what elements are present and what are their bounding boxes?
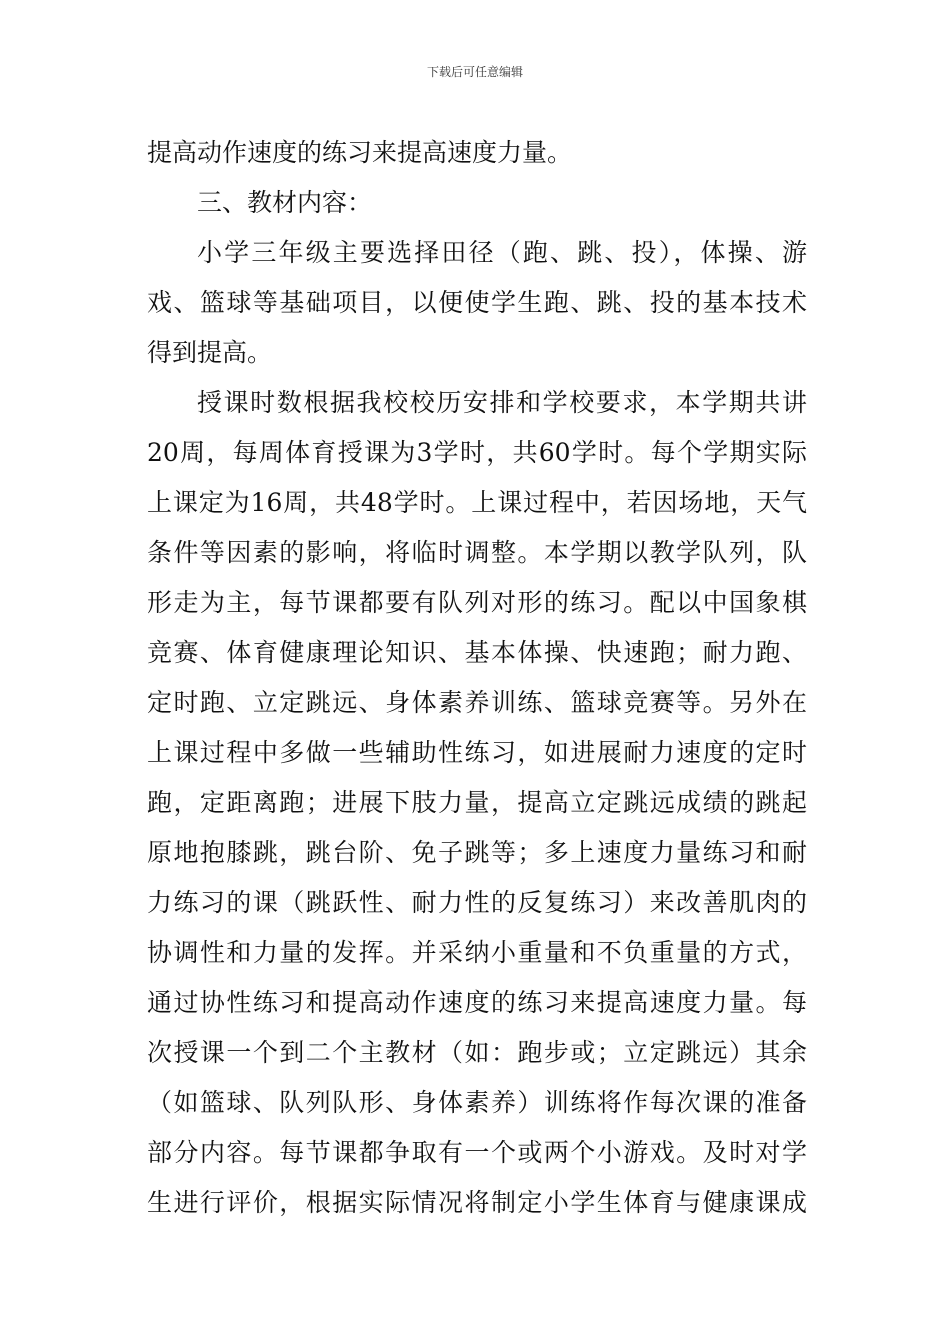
text-line-3: 小学三年级主要选择田径（跑、跳、投），体操、游 [197,238,807,267]
text-line-19: 次授课一个到二个主教材（如：跑步或；立定跳远）其余 [147,1038,807,1067]
page-header: 下载后可任意编辑 [426,65,523,79]
document-body [147,128,807,1228]
text-line-17: 协调性和力量的发挥。并采纳小重量和不负重量的方式， [147,938,807,967]
text-line-10: 形走为主，每节课都要有队列对形的练习。配以中国象棋 [147,588,807,617]
text-line-15: 原地抱膝跳，跳台阶、免子跳等；多上速度力量练习和耐 [147,838,807,867]
text-line-14: 跑，定距离跑；进展下肢力量，提高立定跳远成绩的跳起 [147,788,807,817]
text-line-1: 提高动作速度的练习来提高速度力量。 [147,138,573,167]
text-line-8: 上课定为16周，共48学时。上课过程中，若因场地，天气 [147,488,807,517]
text-line-11: 竞赛、体育健康理论知识、基本体操、快速跑；耐力跑、 [147,638,807,667]
section-heading: 三、教材内容： [197,188,373,217]
text-line-18: 通过协性练习和提高动作速度的练习来提高速度力量。每 [147,988,807,1017]
text-line-13: 上课过程中多做一些辅助性练习，如进展耐力速度的定时 [147,738,807,767]
text-line-21: 部分内容。每节课都争取有一个或两个小游戏。及时对学 [147,1138,807,1167]
text-line-7: 20周，每周体育授课为3学时，共60学时。每个学期实际 [147,438,807,467]
text-line-6: 授课时数根据我校校历安排和学校要求，本学期共讲 [197,388,807,417]
text-line-16: 力练习的课（跳跃性、耐力性的反复练习）来改善肌肉的 [147,888,807,917]
text-line-12: 定时跑、立定跳远、身体素养训练、篮球竞赛等。另外在 [147,688,807,717]
text-line-22: 生进行评价，根据实际情况将制定小学生体育与健康课成 [147,1188,807,1217]
text-line-9: 条件等因素的影响，将临时调整。本学期以教学队列，队 [147,538,807,567]
text-line-20: （如篮球、队列队形、身体素养）训练将作每次课的准备 [147,1088,807,1117]
text-line-4: 戏、篮球等基础项目，以便使学生跑、跳、投的基本技术 [147,288,807,317]
text-line-5: 得到提高。 [147,338,273,367]
